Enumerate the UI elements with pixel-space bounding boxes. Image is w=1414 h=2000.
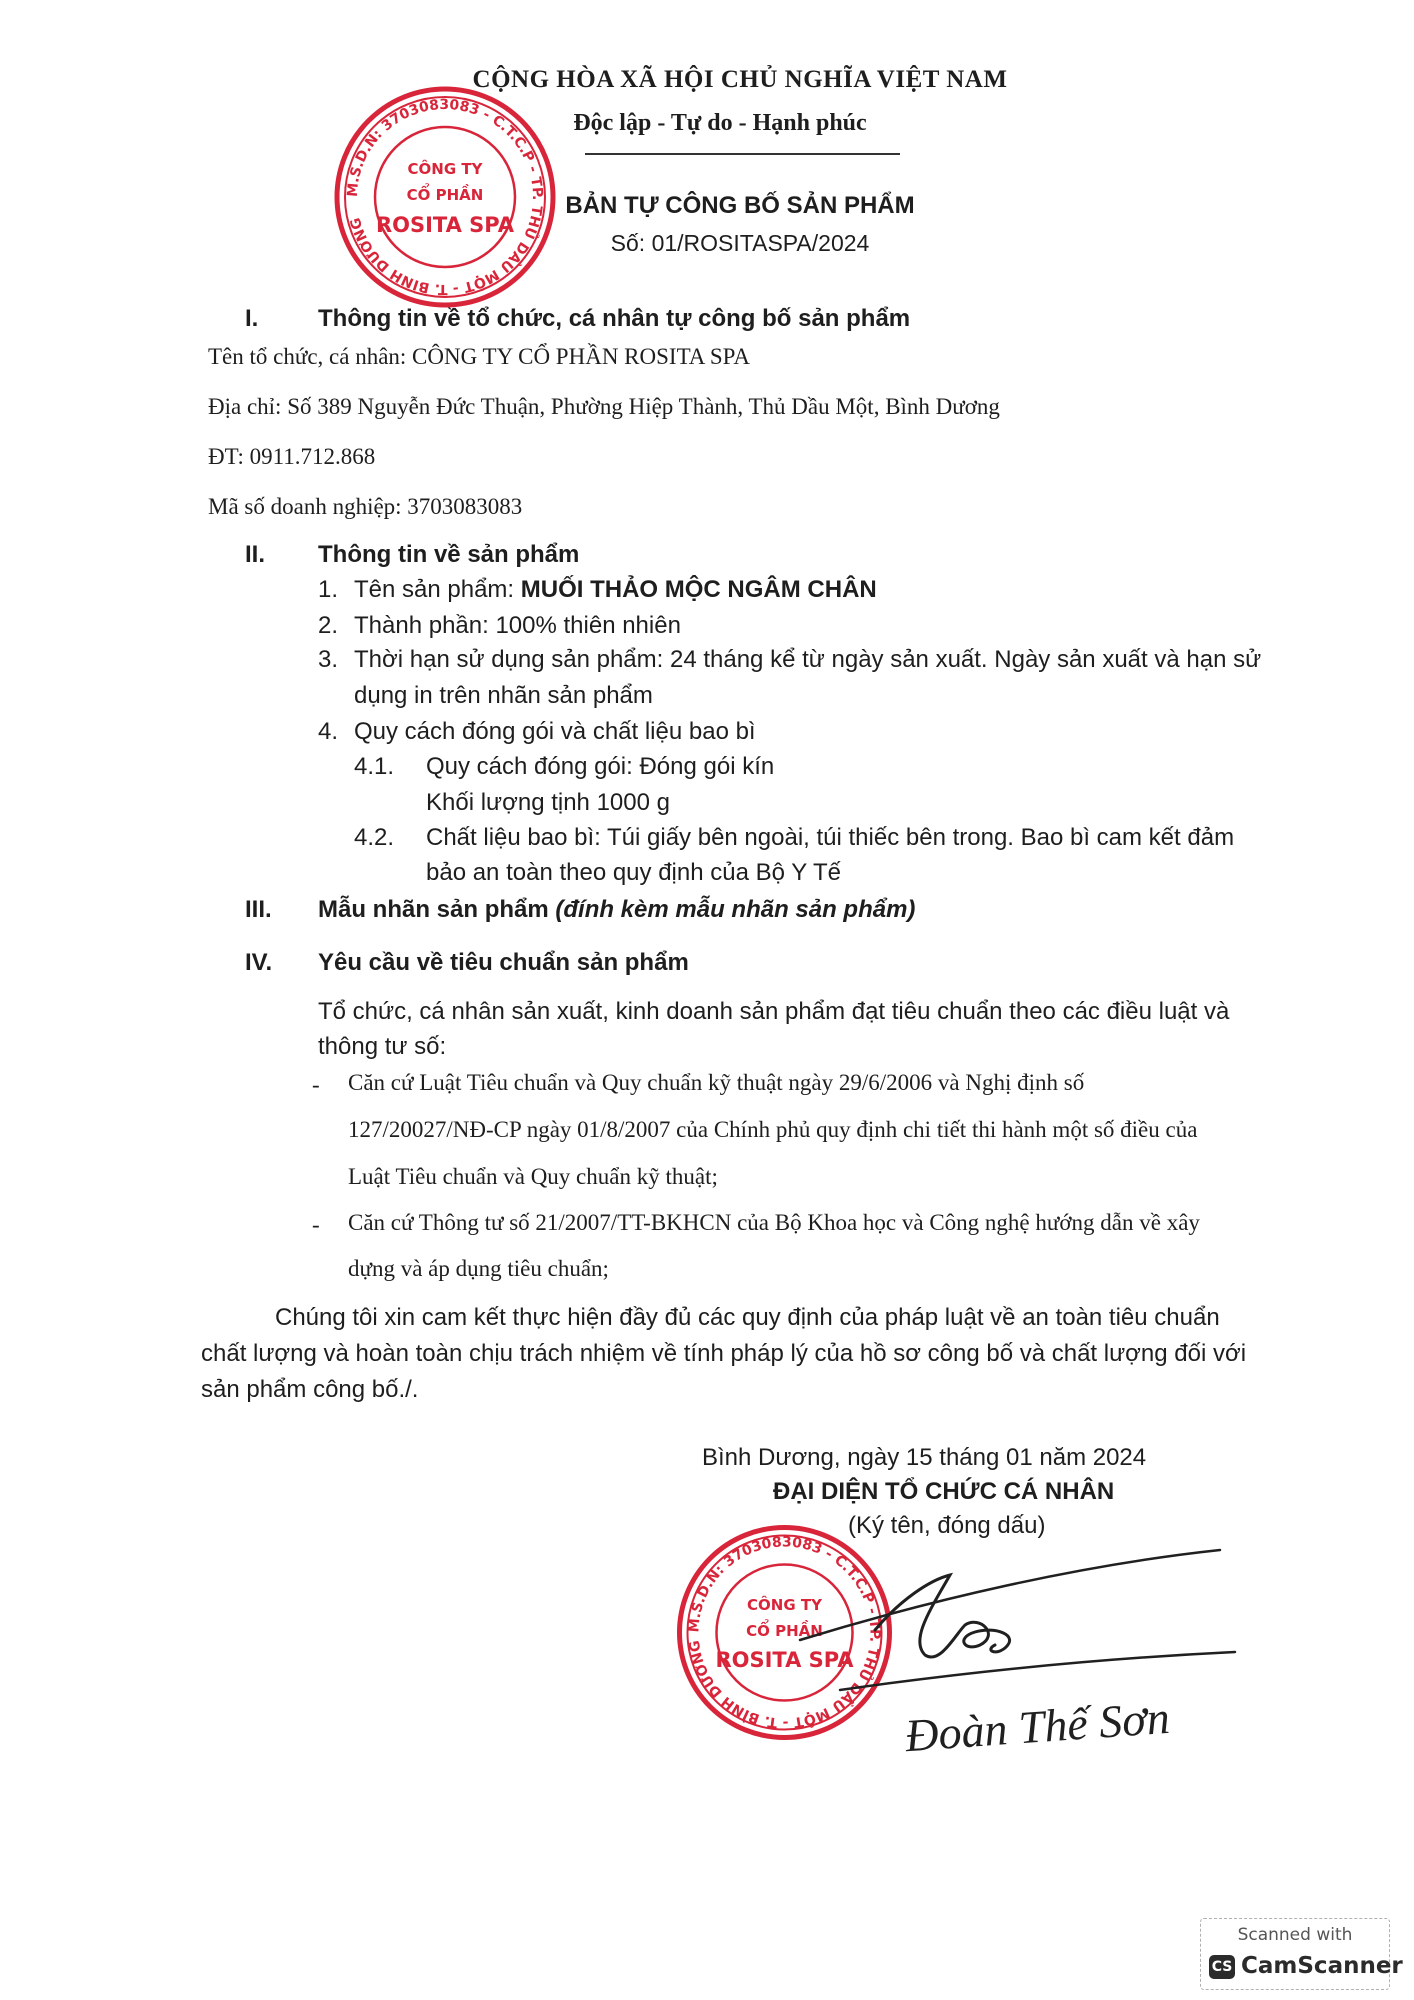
item-4-2-line-1: Chất liệu bao bì: Túi giấy bên ngoài, túi thiếc bên trong. Bao bì cam kết đảm [426, 824, 1235, 851]
camscanner-brand: CamScanner [1241, 1953, 1403, 1979]
law-2-line-1: Căn cứ Thông tư số 21/2007/TT-BKHCN của Bộ Khoa học và Công nghệ hướng dẫn về xây [348, 1210, 1200, 1235]
commitment-line-1: Chúng tôi xin cam kết thực hiện đầy đủ các quy định của pháp luật về an toàn tiêu chuẩn [275, 1304, 1220, 1331]
company-seal-top [330, 82, 560, 312]
seal-ring-text-bottom: M.S.D.N: 3703083083 - C.T.C.P - TP. THỦ DẦU MỘT - T. BÌNH DƯƠNG [686, 1534, 883, 1731]
law-1-bullet: - [312, 1072, 320, 1097]
item-1-number: 1. [318, 576, 339, 603]
section-3-heading [318, 896, 915, 924]
motto-underline [585, 153, 900, 155]
section-3-title: Mẫu nhãn sản phẩm [318, 896, 549, 923]
scanned-with-caption: Scanned with [1237, 1925, 1353, 1945]
signature-title: ĐẠI DIỆN TỔ CHỨC CÁ NHÂN [773, 1478, 1115, 1505]
item-3-line-1: Thời hạn sử dụng sản phẩm: 24 tháng kể từ ngày sản xuất. Ngày sản xuất và hạn sử [354, 646, 1262, 673]
section-4-intro-line-2: thông tư số: [318, 1033, 447, 1060]
section-3-number: III. [245, 896, 272, 923]
seal-line-1: CÔNG TY [407, 160, 483, 178]
seal-ring-text: M.S.D.N: 3703083083 - C.T.C.P - TP. THỦ DẦU MỘT - T. BÌNH DƯƠNG [344, 96, 546, 298]
item-2-number: 2. [318, 612, 339, 639]
section-1-number: I. [245, 305, 259, 332]
item-4-2-line-2: bảo an toàn theo quy định của Bộ Y Tế [426, 859, 842, 886]
signer-name: Đoàn Thế Sơn [903, 1691, 1172, 1762]
seal-bottom-line-2: CỔ PHẦN [746, 1622, 823, 1640]
seal-line-3: ROSITA SPA [375, 213, 515, 237]
camscanner-logo-icon: CS [1209, 1955, 1235, 1979]
item-1 [354, 576, 877, 604]
item-3-number: 3. [318, 646, 339, 673]
item-4-number: 4. [318, 718, 339, 745]
product-name: MUỐI THẢO MỘC NGÂM CHÂN [520, 576, 877, 603]
section-4-intro-line-1: Tổ chức, cá nhân sản xuất, kinh doanh sản phẩm đạt tiêu chuẩn theo các điều luật và [318, 998, 1230, 1025]
item-2: Thành phần: 100% thiên nhiên [354, 612, 681, 639]
place-and-date: Bình Dương, ngày 15 tháng 01 năm 2024 [702, 1444, 1147, 1471]
law-2-line-2: dựng và áp dụng tiêu chuẩn; [348, 1256, 609, 1281]
item-4-1-number: 4.1. [354, 753, 395, 780]
document-title: BẢN TỰ CÔNG BỐ SẢN PHẨM [565, 192, 915, 219]
section-4-number: IV. [245, 949, 273, 976]
section-4-title: Yêu cầu về tiêu chuẩn sản phẩm [318, 949, 689, 976]
law-2-bullet: - [312, 1212, 320, 1237]
item-1-label: Tên sản phẩm: [354, 576, 521, 603]
section-2-number: II. [245, 541, 266, 568]
item-4-1-line-2: Khối lượng tịnh 1000 g [426, 789, 670, 816]
seal-line-2: CỔ PHẦN [406, 186, 484, 204]
seal-bottom-line-3: ROSITA SPA [715, 1648, 854, 1672]
signature-note: (Ký tên, đóng dấu) [848, 1512, 1046, 1539]
commitment-line-2: chất lượng và hoàn toàn chịu trách nhiệm về tính pháp lý của hồ sơ công bố và chất lượng đối với [201, 1340, 1247, 1367]
document-number: Số: 01/ROSITASPA/2024 [610, 230, 870, 256]
seal-bottom-line-1: CÔNG TY [747, 1596, 822, 1614]
law-1-line-1: Căn cứ Luật Tiêu chuẩn và Quy chuẩn kỹ thuật ngày 29/6/2006 và Nghị định số [348, 1070, 1085, 1095]
item-4-2-number: 4.2. [354, 824, 395, 851]
law-1-line-3: Luật Tiêu chuẩn và Quy chuẩn kỹ thuật; [348, 1164, 718, 1189]
org-tax-code: Mã số doanh nghiệp: 3703083083 [208, 494, 523, 519]
section-3-note: (đính kèm mẫu nhãn sản phẩm) [555, 896, 916, 923]
commitment-line-3: sản phẩm công bố./. [201, 1376, 419, 1403]
motto: Độc lập - Tự do - Hạnh phúc [573, 110, 867, 136]
item-3-line-2: dụng in trên nhãn sản phẩm [354, 682, 653, 709]
camscanner-badge [1200, 1918, 1403, 1990]
section-1-title: Thông tin về tổ chức, cá nhân tự công bố sản phẩm [318, 305, 911, 332]
section-2-title: Thông tin về sản phẩm [318, 541, 580, 568]
item-4: Quy cách đóng gói và chất liệu bao bì [354, 718, 756, 745]
org-address: Địa chỉ: Số 389 Nguyễn Đức Thuận, Phường Hiệp Thành, Thủ Dầu Một, Bình Dương [208, 394, 1000, 419]
nation-title: CỘNG HÒA XÃ HỘI CHỦ NGHĨA VIỆT NAM [472, 66, 1008, 93]
law-1-line-2: 127/20027/NĐ-CP ngày 01/8/2007 của Chính phủ quy định chi tiết thi hành một số điều của [348, 1117, 1198, 1142]
org-phone: ĐT: 0911.712.868 [208, 444, 376, 469]
item-4-1-line-1: Quy cách đóng gói: Đóng gói kín [426, 753, 775, 780]
org-name: Tên tổ chức, cá nhân: CÔNG TY CỔ PHẦN ROSITA SPA [208, 344, 750, 369]
